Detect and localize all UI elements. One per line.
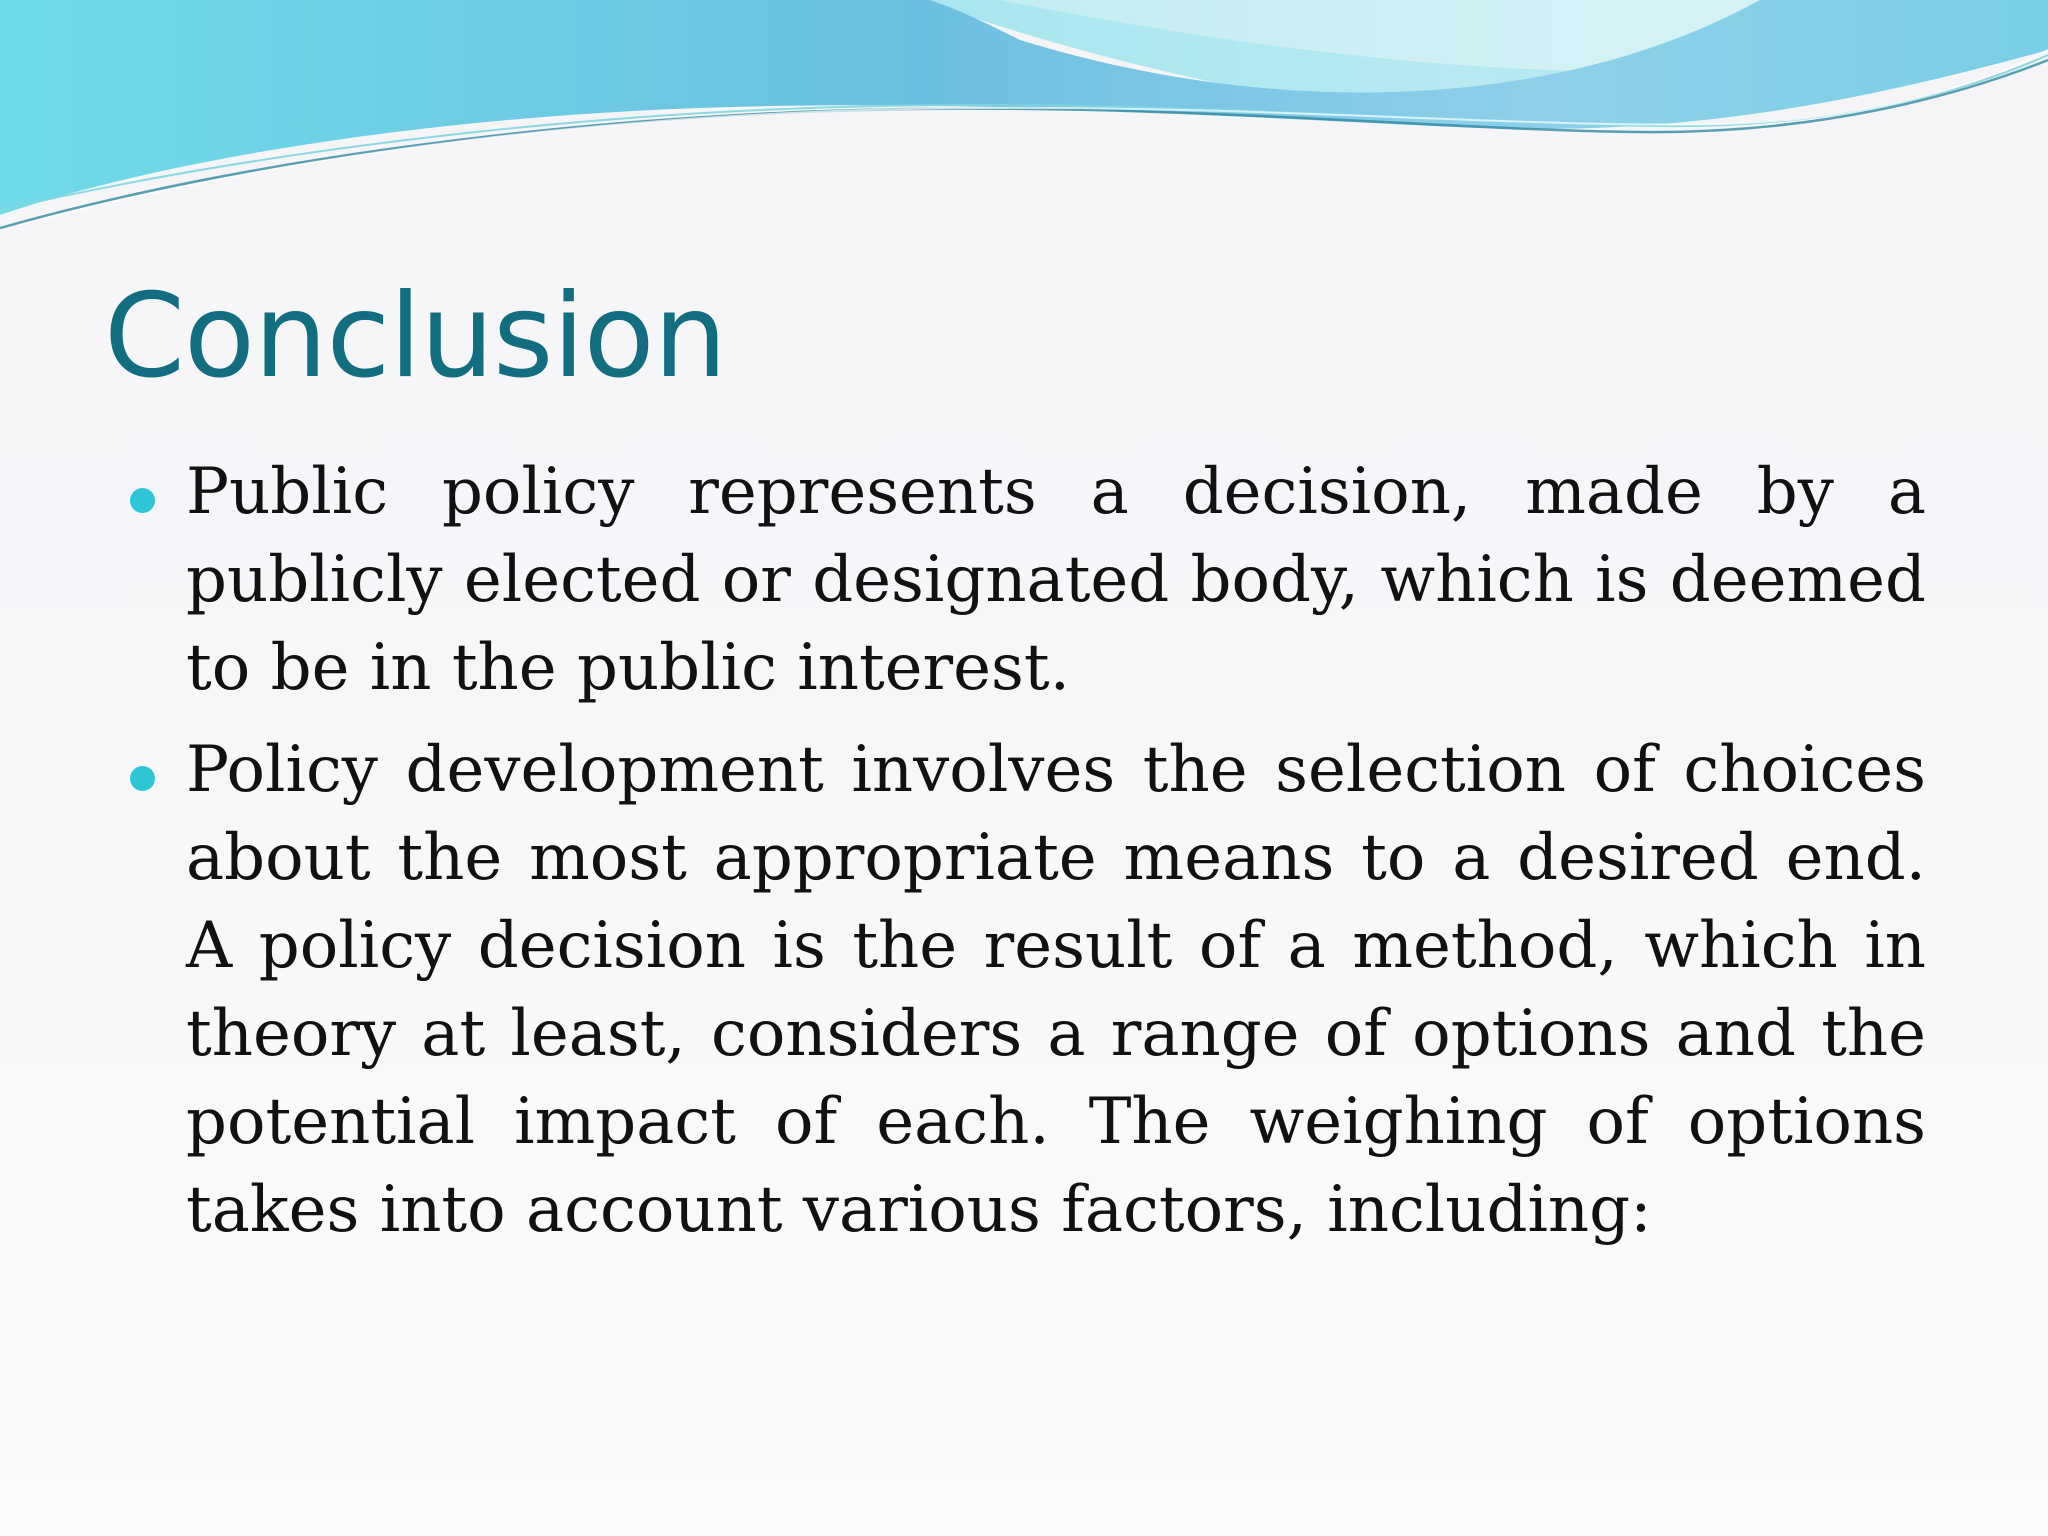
bullet-list bbox=[126, 448, 1926, 1268]
bullet-dot-icon bbox=[130, 766, 155, 791]
bullet-item bbox=[126, 448, 1926, 712]
bullet-dot-icon bbox=[130, 488, 155, 513]
bullet-item bbox=[126, 726, 1926, 1254]
slide-title: Conclusion bbox=[104, 269, 727, 404]
bullet-text: Public policy represents a decision, made by a publicly elected or designated body, which is deemed to be in the public interest. bbox=[186, 455, 1926, 705]
wave-header-decoration bbox=[0, 0, 2048, 240]
bullet-text: Policy development involves the selection of choices about the most appropriate means to a desired end. A policy decision is the result of a method, which in theory at least, considers a range of options and the potential impact of each. The weighing of options takes into account various factors, including: bbox=[186, 733, 1926, 1247]
